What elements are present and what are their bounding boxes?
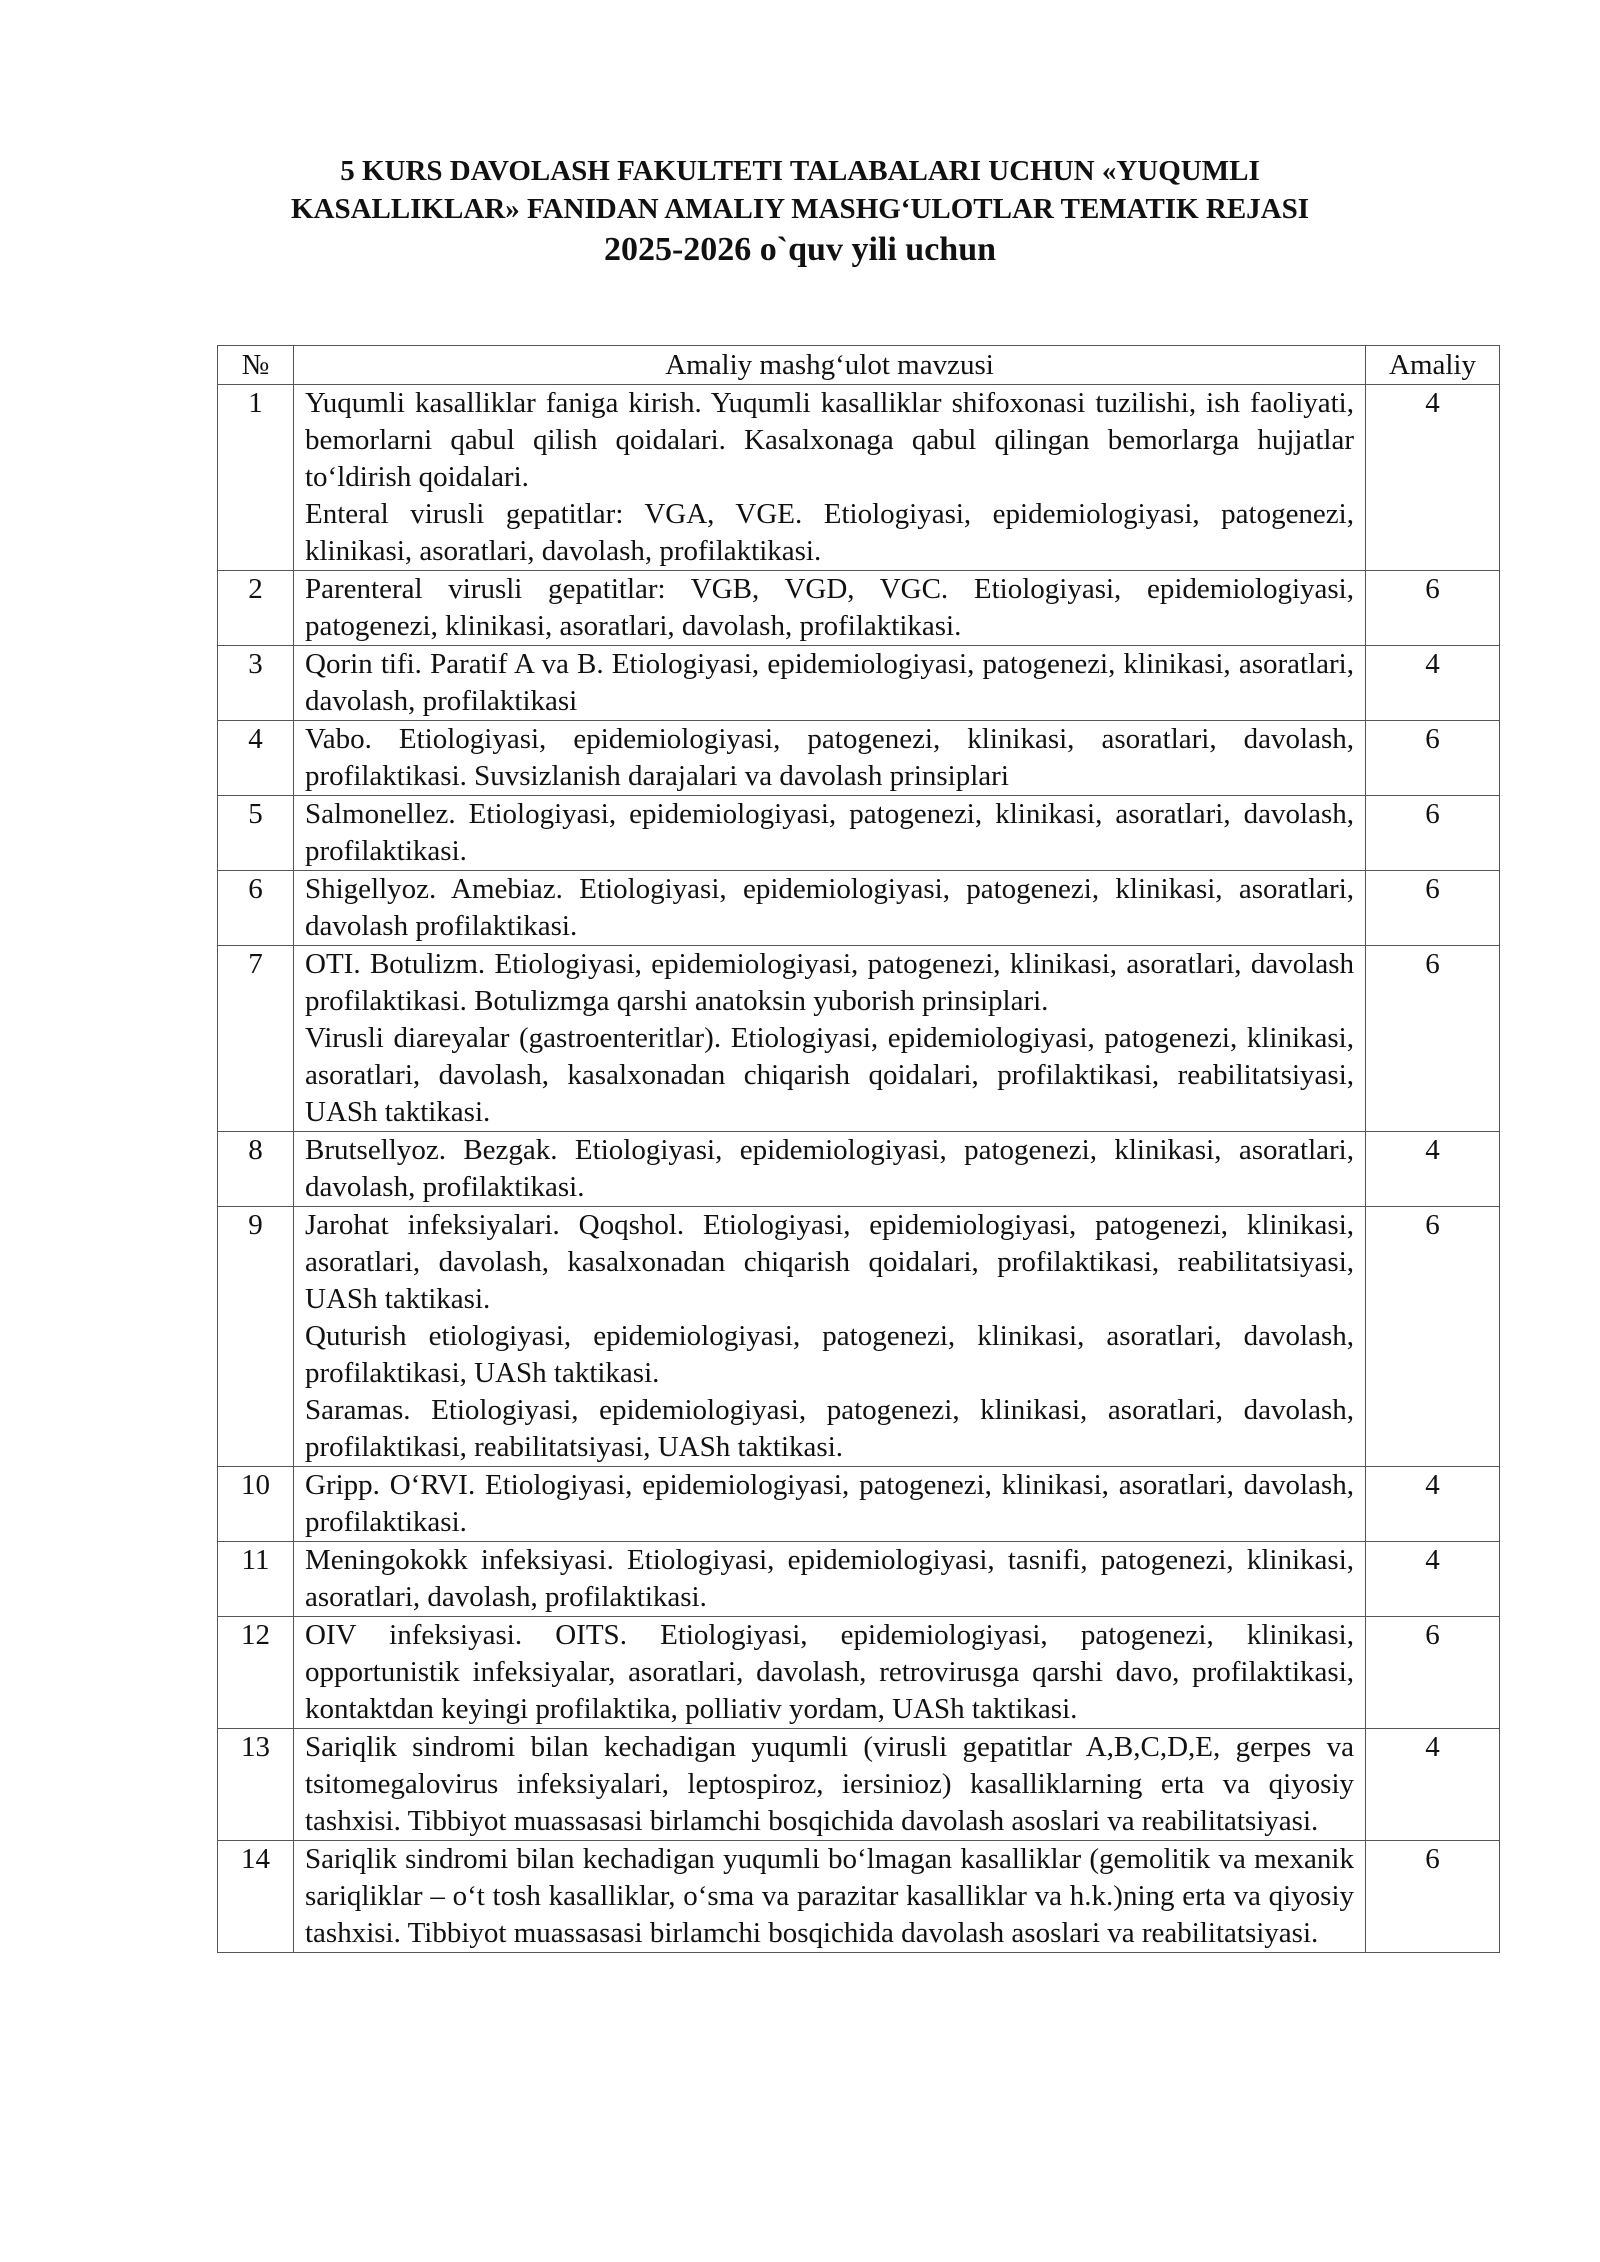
topic-paragraph: OIV infeksiyasi. OITS. Etiologiyasi, epidemiologiyasi, patogenezi, klinikasi, opportunistik infeksiyalar, asoratlari, davolash, retrovirusga qarshi davo, profilaktikasi, kontaktdan keyingi profilaktika, polliativ yordam, UASh taktikasi. xyxy=(305,1619,1354,1725)
table-row xyxy=(218,1729,1500,1841)
row-number: 13 xyxy=(218,1729,294,1841)
row-number: 4 xyxy=(218,721,294,796)
row-number: 6 xyxy=(218,871,294,946)
row-hours: 6 xyxy=(1366,1617,1500,1729)
row-number: 12 xyxy=(218,1617,294,1729)
topic-paragraph: Shigellyoz. Amebiaz. Etiologiyasi, epidemiologiyasi, patogenezi, klinikasi, asoratlari, davolash profilaktikasi. xyxy=(305,873,1354,942)
row-hours: 4 xyxy=(1366,646,1500,721)
row-topic xyxy=(294,1841,1366,1953)
topic-paragraph: Enteral virusli gepatitlar: VGA, VGE. Etiologiyasi, epidemiologiyasi, patogenezi, klinikasi, asoratlari, davolash, profilaktikasi. xyxy=(305,498,1354,567)
table-header-row xyxy=(218,346,1500,385)
academic-year: 2025-2026 o`quv yili uchun xyxy=(603,231,997,268)
topic-paragraph: Jarohat infeksiyalari. Qoqshol. Etiologiyasi, epidemiologiyasi, patogenezi, klinikasi, asoratlari, davolash, kasalxonadan chiqarish qoidalari, profilaktikasi, reabilitatsiyasi, UASh taktikasi. xyxy=(305,1209,1354,1315)
table-row xyxy=(218,1467,1500,1542)
row-topic xyxy=(294,646,1366,721)
table-row xyxy=(218,796,1500,871)
table-row xyxy=(218,1617,1500,1729)
row-hours: 6 xyxy=(1366,1207,1500,1467)
table-row xyxy=(218,1542,1500,1617)
row-topic xyxy=(294,871,1366,946)
topic-paragraph: Parenteral virusli gepatitlar: VGB, VGD, VGC. Etiologiyasi, epidemiologiyasi, patogenezi, klinikasi, asoratlari, davolash, profilaktikasi. xyxy=(305,573,1354,642)
row-hours: 4 xyxy=(1366,1132,1500,1207)
row-topic xyxy=(294,1542,1366,1617)
topic-paragraph: Virusli diareyalar (gastroenteritlar). Etiologiyasi, epidemiologiyasi, patogenezi, klinikasi, asoratlari, davolash, kasalxonadan chiqarish qoidalari, profilaktikasi, reabilitatsiyasi, UASh taktikasi. xyxy=(305,1022,1354,1128)
row-number: 11 xyxy=(218,1542,294,1617)
row-number: 14 xyxy=(218,1841,294,1953)
row-number: 3 xyxy=(218,646,294,721)
row-topic xyxy=(294,385,1366,571)
row-number: 1 xyxy=(218,385,294,571)
column-header-number: № xyxy=(218,346,294,385)
title-line-2: KASALLIKLAR» FANIDAN AMALIY MASHG‘ULOTLAR TEMATIK REJASI xyxy=(290,193,1310,225)
row-number: 5 xyxy=(218,796,294,871)
row-number: 8 xyxy=(218,1132,294,1207)
row-hours: 4 xyxy=(1366,385,1500,571)
row-number: 9 xyxy=(218,1207,294,1467)
row-topic xyxy=(294,946,1366,1132)
row-hours: 6 xyxy=(1366,871,1500,946)
table-row xyxy=(218,571,1500,646)
topic-paragraph: Vabo. Etiologiyasi, epidemiologiyasi, patogenezi, klinikasi, asoratlari, davolash, profilaktikasi. Suvsizlanish darajalari va davolash prinsiplari xyxy=(305,723,1354,792)
row-hours: 6 xyxy=(1366,796,1500,871)
column-header-hours: Amaliy xyxy=(1366,346,1500,385)
row-topic xyxy=(294,1467,1366,1542)
title-line-1: 5 KURS DAVOLASH FAKULTETI TALABALARI UCHUN «YUQUMLI xyxy=(340,155,1260,187)
table-row xyxy=(218,385,1500,571)
topic-paragraph: Qorin tifi. Paratif A va B. Etiologiyasi, epidemiologiyasi, patogenezi, klinikasi, asoratlari, davolash, profilaktikasi xyxy=(305,648,1354,717)
table-row xyxy=(218,1207,1500,1467)
row-hours: 6 xyxy=(1366,1841,1500,1953)
topic-paragraph: Salmonellez. Etiologiyasi, epidemiologiyasi, patogenezi, klinikasi, asoratlari, davolash, profilaktikasi. xyxy=(305,798,1354,867)
row-topic xyxy=(294,721,1366,796)
row-topic xyxy=(294,796,1366,871)
row-number: 10 xyxy=(218,1467,294,1542)
topic-paragraph: Sariqlik sindromi bilan kechadigan yuqumli bo‘lmagan kasalliklar (gemolitik va mexanik sariqliklar – o‘t tosh kasalliklar, o‘sma va parazitar kasalliklar va h.k.)ning erta va qiyosiy tashxisi. Tibbiyot muassasasi birlamchi bosqichida davolash asoslari va reabilitatsiyasi. xyxy=(305,1843,1354,1949)
table-row xyxy=(218,1841,1500,1953)
table-row xyxy=(218,646,1500,721)
topic-paragraph: Gripp. O‘RVI. Etiologiyasi, epidemiologiyasi, patogenezi, klinikasi, asoratlari, davolash, profilaktikasi. xyxy=(305,1469,1354,1538)
topic-paragraph: Meningokokk infeksiyasi. Etiologiyasi, epidemiologiyasi, tasnifi, patogenezi, klinikasi, asoratlari, davolash, profilaktikasi. xyxy=(305,1544,1354,1613)
table-row xyxy=(218,946,1500,1132)
document-title xyxy=(200,152,1400,228)
row-hours: 4 xyxy=(1366,1542,1500,1617)
topic-paragraph: Saramas. Etiologiyasi, epidemiologiyasi, patogenezi, klinikasi, asoratlari, davolash, profilaktikasi, reabilitatsiyasi, UASh taktikasi. xyxy=(305,1394,1354,1463)
row-hours: 4 xyxy=(1366,1729,1500,1841)
thematic-plan-table xyxy=(217,345,1500,1953)
row-number: 2 xyxy=(218,571,294,646)
row-hours: 6 xyxy=(1366,946,1500,1132)
row-topic xyxy=(294,1617,1366,1729)
row-topic xyxy=(294,1207,1366,1467)
table-row xyxy=(218,871,1500,946)
topic-paragraph: Brutsellyoz. Bezgak. Etiologiyasi, epidemiologiyasi, patogenezi, klinikasi, asoratlari, davolash, profilaktikasi. xyxy=(305,1134,1354,1203)
topic-paragraph: Quturish etiologiyasi, epidemiologiyasi, patogenezi, klinikasi, asoratlari, davolash, profilaktikasi, UASh taktikasi. xyxy=(305,1320,1354,1389)
row-hours: 6 xyxy=(1366,571,1500,646)
row-hours: 4 xyxy=(1366,1467,1500,1542)
table-row xyxy=(218,721,1500,796)
row-topic xyxy=(294,1729,1366,1841)
table-row xyxy=(218,1132,1500,1207)
row-topic xyxy=(294,571,1366,646)
column-header-topic: Amaliy mashg‘ulot mavzusi xyxy=(294,346,1366,385)
topic-paragraph: OTI. Botulizm. Etiologiyasi, epidemiologiyasi, patogenezi, klinikasi, asoratlari, davolash profilaktikasi. Botulizmga qarshi anatoksin yuborish prinsiplari. xyxy=(305,948,1354,1017)
row-number: 7 xyxy=(218,946,294,1132)
topic-paragraph: Yuqumli kasalliklar faniga kirish. Yuqumli kasalliklar shifoxonasi tuzilishi, ish faoliyati, bemorlarni qabul qilish qoidalari. Kasalxonaga qabul qilingan bemorlarga hujjatlar to‘ldirish qoidalari. xyxy=(305,387,1354,493)
topic-paragraph: Sariqlik sindromi bilan kechadigan yuqumli (virusli gepatitlar A,B,C,D,E, gerpes va tsitomegalovirus infeksiyalari, leptospiroz, iersinioz) kasalliklarning erta va qiyosiy tashxisi. Tibbiyot muassasasi birlamchi bosqichida davolash asoslari va reabilitatsiyasi. xyxy=(305,1731,1354,1837)
row-topic xyxy=(294,1132,1366,1207)
row-hours: 6 xyxy=(1366,721,1500,796)
